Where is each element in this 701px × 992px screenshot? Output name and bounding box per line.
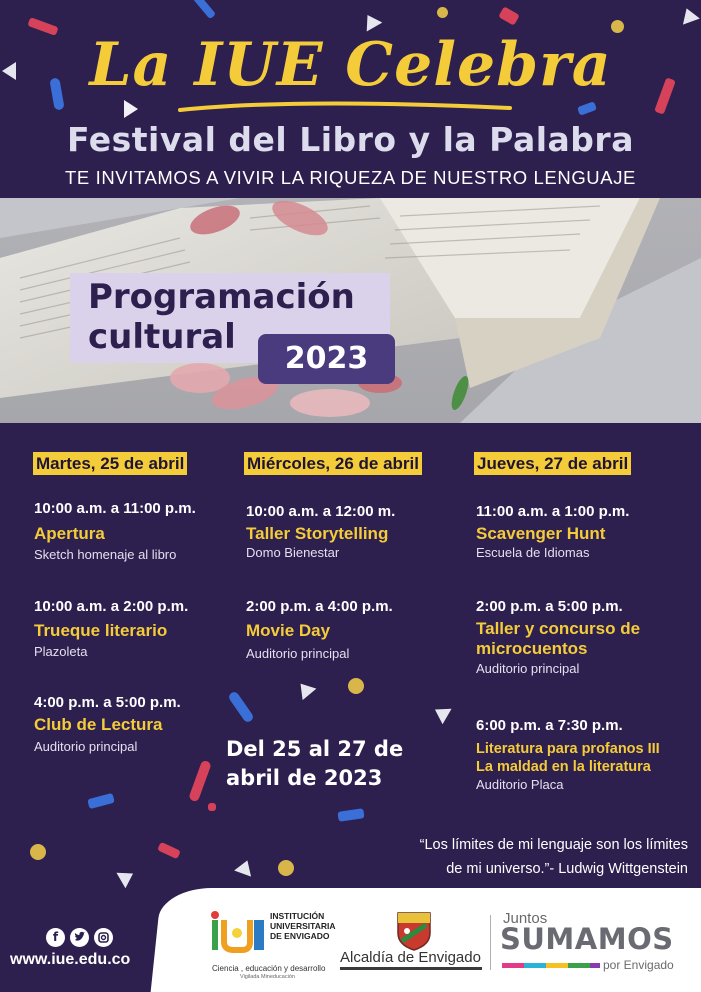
dates-line2: abril de 2023 — [226, 766, 383, 790]
event-title: Movie Day — [246, 621, 331, 640]
day-heading-miercoles: Miércoles, 26 de abril — [244, 452, 422, 475]
color-bar — [502, 963, 524, 968]
facebook-icon[interactable]: f — [46, 928, 65, 947]
event-place: Auditorio Placa — [476, 777, 564, 792]
event-place: Sketch homenaje al libro — [34, 547, 177, 562]
logo-divider — [490, 915, 491, 970]
alcaldia-name: Alcaldía de Envigado — [340, 949, 481, 966]
event-place: Auditorio principal — [246, 646, 350, 661]
confetti — [437, 7, 448, 18]
event-title-line: La maldad en la literatura — [476, 759, 651, 775]
confetti — [294, 678, 317, 700]
event-title-line: Literatura para profanos III — [476, 741, 660, 757]
iue-name-line2: UNIVERSITARIA — [270, 921, 336, 931]
quote-line2: de mi universo.”- Ludwig Wittgenstein — [446, 861, 688, 877]
confetti — [348, 678, 364, 694]
day-heading-martes: Martes, 25 de abril — [33, 452, 187, 475]
iue-name — [270, 911, 336, 941]
confetti — [188, 760, 212, 803]
festival-dates — [226, 735, 456, 793]
programacion-line1: Programación — [88, 277, 355, 317]
event-title: Trueque literario — [34, 621, 168, 640]
confetti — [157, 842, 181, 859]
alcaldia-underline — [340, 967, 482, 970]
iue-tagline: Ciencia , educación y desarrollo — [212, 964, 326, 973]
year-badge: 2023 — [258, 334, 395, 384]
instagram-icon[interactable] — [94, 928, 113, 947]
event-title-line: microcuentos — [476, 639, 588, 658]
event-title: Scavenger Hunt — [476, 524, 606, 543]
iue-subtagline: Vigilada Mineducación — [240, 974, 295, 980]
color-bar — [590, 963, 600, 968]
confetti — [360, 10, 383, 31]
event-place: Auditorio principal — [476, 661, 580, 676]
event-title — [476, 740, 660, 776]
confetti — [234, 857, 256, 876]
confetti — [208, 803, 216, 811]
confetti — [30, 844, 46, 860]
event-title: Apertura — [34, 524, 105, 543]
event-title: Club de Lectura — [34, 715, 163, 734]
event-time: 10:00 a.m. a 12:00 m. — [246, 503, 396, 520]
confetti — [116, 866, 137, 889]
event-time: 4:00 p.m. a 5:00 p.m. — [34, 694, 181, 711]
confetti — [227, 690, 255, 724]
title-swoosh — [175, 96, 515, 118]
confetti — [87, 793, 115, 809]
confetti — [278, 860, 294, 876]
event-place: Escuela de Idiomas — [476, 545, 590, 560]
iue-name-line3: DE ENVIGADO — [270, 931, 330, 941]
event-time: 2:00 p.m. a 4:00 p.m. — [246, 598, 393, 615]
confetti — [678, 5, 700, 24]
day-heading-jueves: Jueves, 27 de abril — [474, 452, 631, 475]
event-title: Taller Storytelling — [246, 524, 389, 543]
script-title: La IUE Celebra — [89, 30, 612, 100]
por-envigado-text: por Envigado — [603, 958, 674, 972]
quote-line1: “Los límites de mi lenguaje son los límites — [419, 837, 688, 853]
color-bar — [524, 963, 546, 968]
confetti — [430, 702, 451, 725]
confetti — [192, 0, 216, 19]
envigado-shield-icon — [396, 911, 432, 951]
confetti — [337, 808, 364, 822]
website-link[interactable]: www.iue.edu.co — [10, 951, 131, 968]
wittgenstein-quote — [340, 833, 688, 881]
event-place: Domo Bienestar — [246, 545, 340, 560]
juntos-text: Juntos — [503, 910, 548, 927]
color-bar — [568, 963, 590, 968]
invite-subtitle: TE INVITAMOS A VIVIR LA RIQUEZA DE NUESTRO LENGUAJE — [65, 167, 636, 188]
event-time: 6:00 p.m. a 7:30 p.m. — [476, 717, 623, 734]
event-time: 10:00 a.m. a 11:00 p.m. — [34, 500, 196, 517]
sumamos-text: SUMAMOS — [500, 922, 674, 956]
event-time: 10:00 a.m. a 2:00 p.m. — [34, 598, 189, 615]
event-title — [476, 619, 640, 659]
twitter-icon[interactable] — [70, 928, 89, 947]
confetti — [577, 101, 597, 116]
event-place: Auditorio principal — [34, 739, 138, 754]
iue-name-line1: INSTITUCIÓN — [270, 911, 325, 921]
confetti — [124, 100, 138, 118]
festival-title: Festival del Libro y la Palabra — [67, 120, 634, 159]
dates-line1: Del 25 al 27 de — [226, 737, 404, 761]
event-title-line: Taller y concurso de — [476, 619, 641, 638]
event-time: 2:00 p.m. a 5:00 p.m. — [476, 598, 623, 615]
color-bar — [546, 963, 568, 968]
event-time: 11:00 a.m. a 1:00 p.m. — [476, 503, 630, 520]
social-icons — [46, 928, 113, 947]
confetti — [498, 6, 520, 25]
programacion-line2: cultural — [88, 317, 236, 357]
event-place: Plazoleta — [34, 644, 88, 659]
